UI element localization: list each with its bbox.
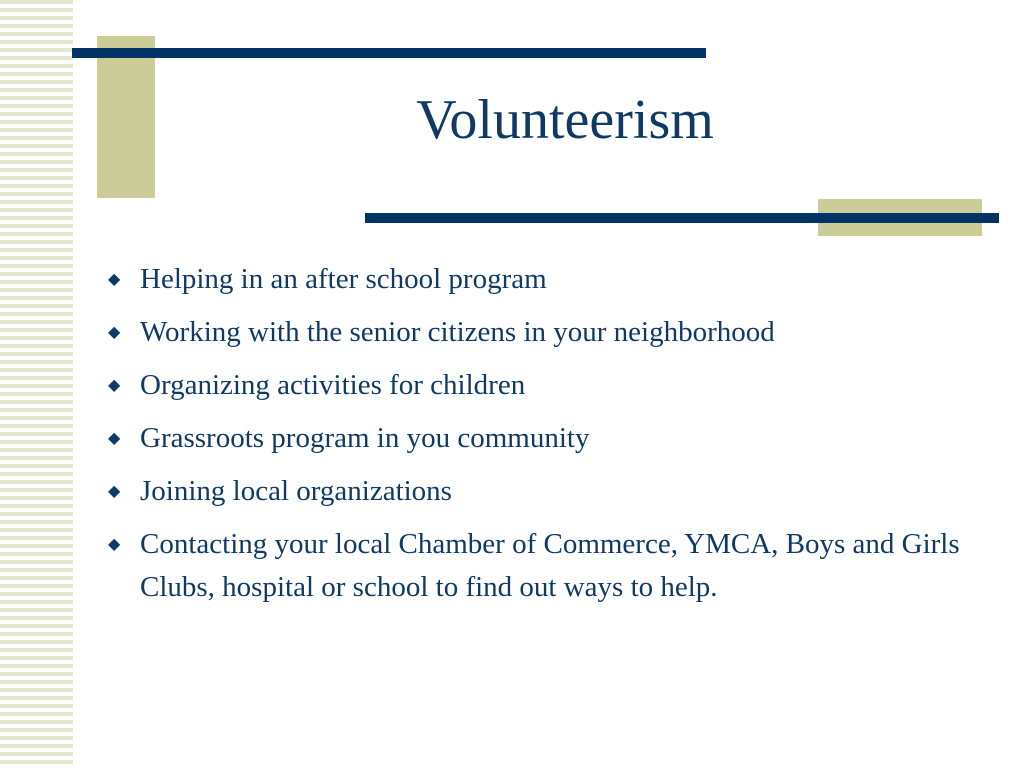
striped-margin-decoration: [0, 0, 73, 768]
bullet-item: [104, 417, 984, 460]
bullet-list: [104, 258, 984, 619]
navy-rule-top: [72, 48, 706, 58]
bullet-text: Organizing activities for children: [140, 369, 526, 401]
bullet-text: Joining local organizations: [140, 475, 452, 507]
bullet-item: [104, 470, 984, 513]
diamond-bullet-icon: ◆: [108, 430, 121, 447]
khaki-accent-block-top: [97, 36, 155, 198]
bullet-item: [104, 258, 984, 301]
diamond-bullet-icon: ◆: [108, 377, 121, 394]
bullet-text: Helping in an after school program: [140, 263, 547, 295]
navy-rule-bottom: [365, 213, 999, 223]
bullet-item: [104, 523, 984, 609]
diamond-bullet-icon: ◆: [108, 483, 121, 500]
diamond-bullet-icon: ◆: [108, 271, 121, 288]
bullet-item: [104, 311, 984, 354]
slide-title: Volunteerism: [416, 89, 714, 151]
bullet-text: Grassroots program in you community: [140, 422, 590, 454]
bullet-text: Working with the senior citizens in your neighborhood: [140, 316, 775, 348]
stripe-edge-divider: [73, 0, 75, 768]
bullet-text: Contacting your local Chamber of Commerce, YMCA, Boys and Girls Clubs, hospital or school to find out ways to help.: [140, 528, 960, 603]
diamond-bullet-icon: ◆: [108, 324, 121, 341]
diamond-bullet-icon: ◆: [108, 536, 121, 553]
bullet-item: [104, 364, 984, 407]
